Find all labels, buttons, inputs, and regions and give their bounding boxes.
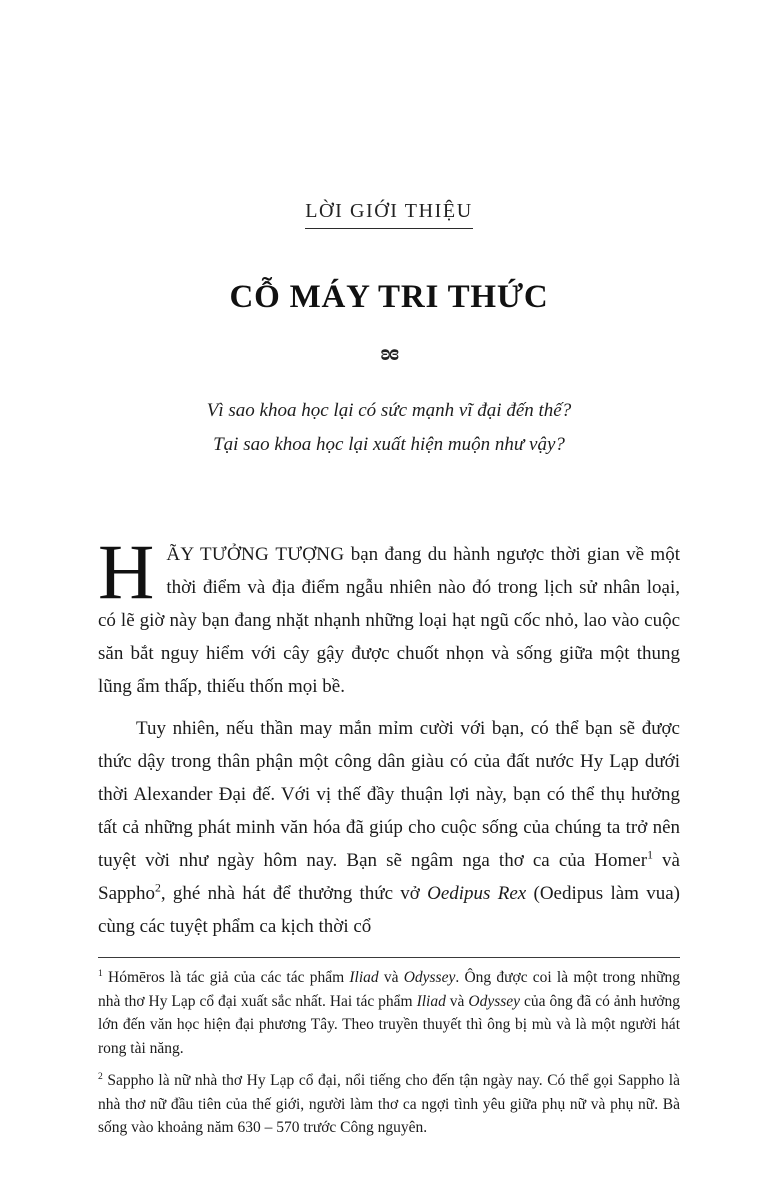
paragraph-1-leadin: ÃY TƯỞNG TƯỢNG <box>166 544 345 565</box>
chapter-title: CỖ MÁY TRI THỨC <box>229 279 549 315</box>
section-label-wrap <box>98 200 680 229</box>
footnote-divider <box>98 957 680 958</box>
body-text <box>98 528 680 943</box>
epigraph <box>98 394 680 462</box>
paragraph-2: Tuy nhiên, nếu thần may mắn mỉm cười với bạn, có thể bạn sẽ được thức dậy trong thân phận một công dân giàu có của đất nước Hy Lạp dưới thời Alexander Đại đế. Với vị thế đầy thuận lợi này, bạn có thể thụ hưởng tất cả những phát minh văn hóa đã giúp cho cuộc sống của chúng ta trở nên tuyệt vời như ngày hôm nay. Bạn sẽ ngâm nga thơ ca của Homer$^1$ và Sappho$^2$, ghé nhà hát để thưởng thức vở Oedipus Rex (Oedipus làm vua) cùng các tuyệt phẩm ca kịch thời cổ <box>98 718 680 937</box>
footnote-2: $^2$ Sappho là nữ nhà thơ Hy Lạp cổ đại, nổi tiếng cho đến tận ngày nay. Có thể gọi Sappho là nhà thơ nữ đầu tiên của thế giới, người làm thơ ca ngợi tình yêu giữa phụ nữ và phụ nữ. Bà sống vào khoảng năm 630 – 570 trước Công nguyên. <box>98 1070 680 1136</box>
paragraph-1 <box>98 528 680 703</box>
section-label: LỜI GIỚI THIỆU <box>305 200 473 229</box>
epigraph-line-2: Tại sao khoa học lại xuất hiện muộn như vậy? <box>213 434 565 455</box>
footnotes <box>98 966 680 1140</box>
dropcap: H <box>98 528 155 615</box>
ornament-icon: ʚɞ <box>380 340 398 365</box>
epigraph-line-1: Vì sao khoa học lại có sức mạnh vĩ đại đến thế? <box>206 400 572 421</box>
footnote-1: $^1$ Hómēros là tác giả của các tác phẩm Iliad và Odyssey. Ông được coi là một trong những nhà thơ Hy Lạp cổ đại xuất sắc nhất. Hai tác phẩm Iliad và Odyssey của ông đã có ảnh hưởng lớn đến văn học hiện đại phương Tây. Theo truyền thuyết thì ông bị mù và là một người hát rong tài năng. <box>98 967 680 1057</box>
paragraph-1-text: bạn đang du hành ngược thời gian về một thời điểm và địa điểm ngẫu nhiên nào đó trong lịch sử nhân loại, có lẽ giờ này bạn đang nhặt nhạnh những loại hạt ngũ cốc nhỏ, lao vào cuộc săn bắt nguy hiểm với cây gậy được chuốt nhọn và sống giữa một thung lũng ẩm thấp, thiếu thốn mọi bề. <box>98 544 680 697</box>
